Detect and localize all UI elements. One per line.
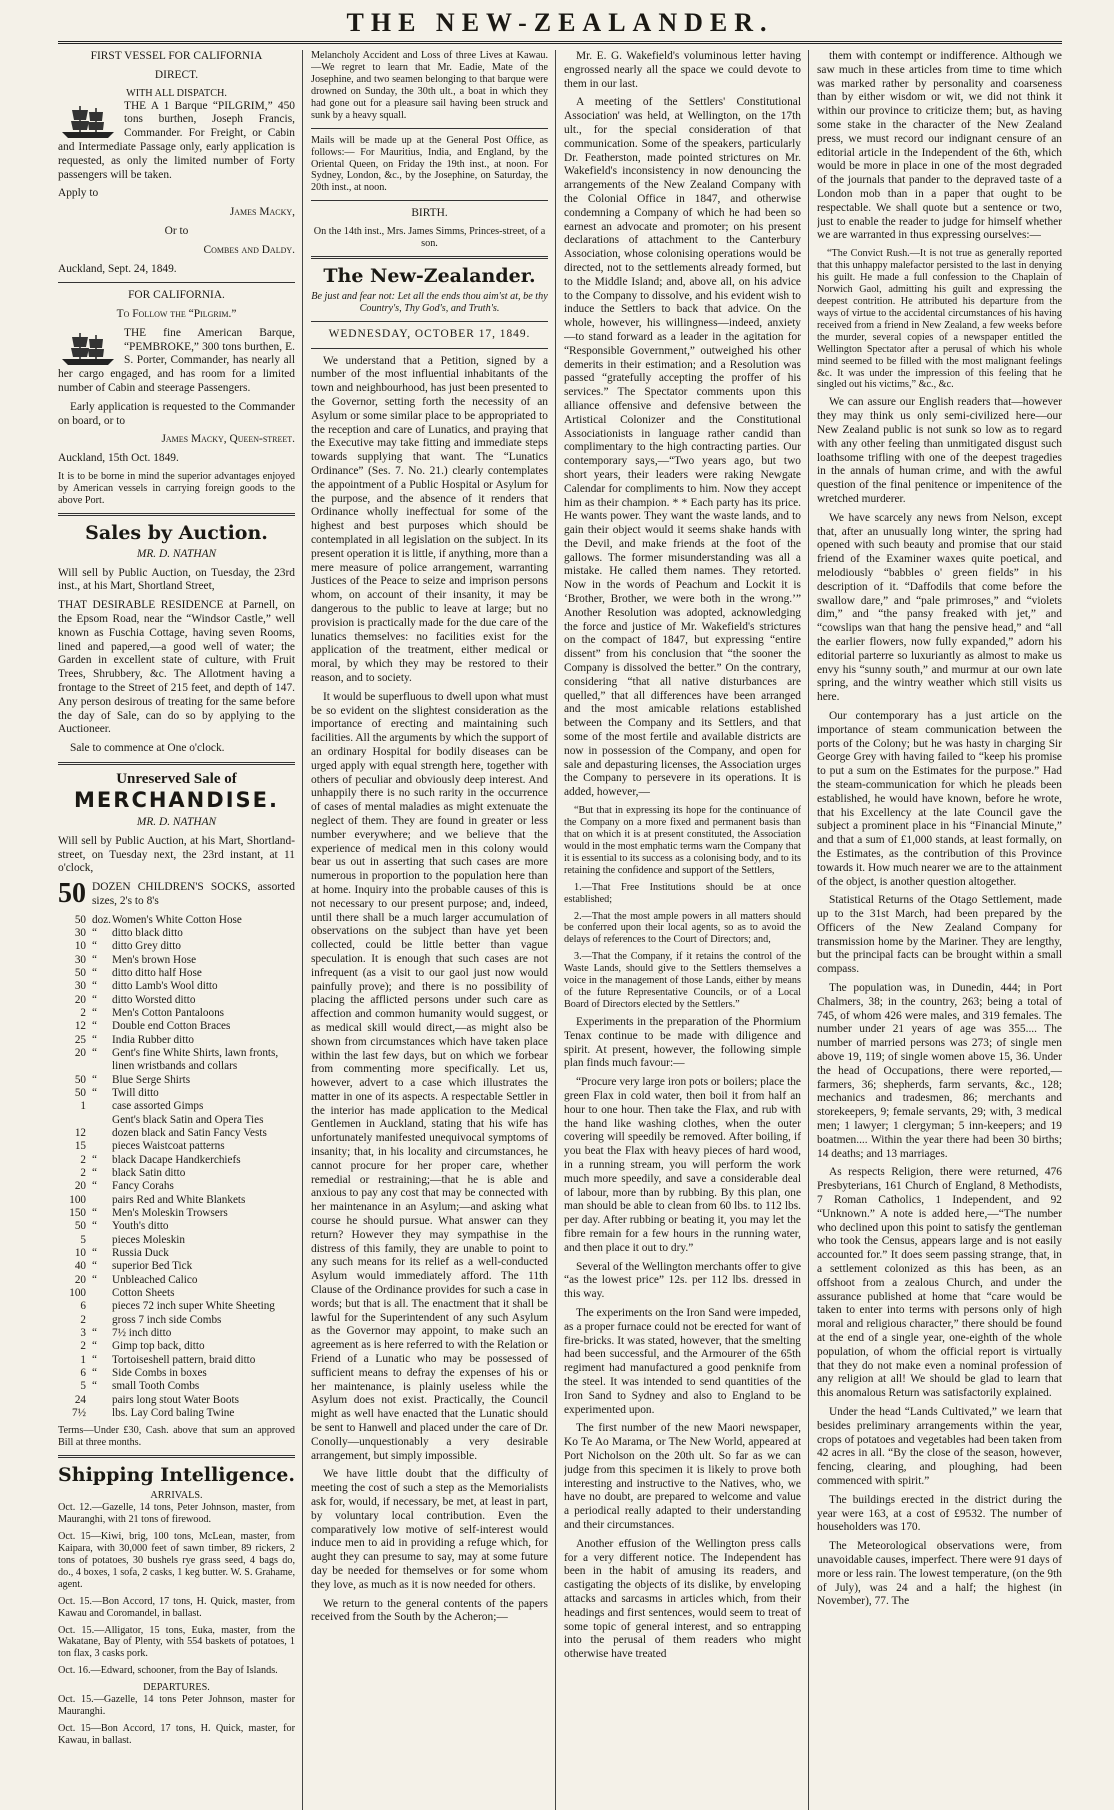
item-quantity: 30	[74, 953, 86, 966]
item-quantity: 50	[74, 1073, 86, 1086]
item-unit: “	[92, 1207, 97, 1220]
item-description: black Dacape Handkerchiefs	[112, 1153, 241, 1166]
merchandise-item	[58, 1007, 295, 1020]
merchandise-item	[58, 1100, 295, 1113]
editorial	[311, 355, 548, 1626]
item-unit	[92, 1194, 112, 1207]
item-quantity: 15	[74, 1140, 86, 1153]
item-unit: “	[92, 1007, 97, 1020]
item-description: Double end Cotton Braces	[112, 1020, 231, 1033]
merchandise-item	[58, 1087, 295, 1100]
auction-intro: Will sell by Public Auction, on Tuesday, the 23rd inst., at his Mart, Shortland Street,	[58, 566, 295, 593]
shipping-heading: Shipping Intelligence.	[58, 1464, 295, 1487]
item-quantity	[58, 1114, 92, 1127]
birth-heading: BIRTH.	[411, 207, 448, 220]
item-description: Gent's black Satin and Opera Ties	[112, 1113, 264, 1126]
article-paragraph: The buildings erected in the district during the year were 163, at a cost of £9532. The number of householders was 170.	[817, 1493, 1062, 1534]
quoted-paragraph: 1.—That Free Institutions should be at once established;	[564, 881, 801, 905]
item-description: Side Combs in boxes	[112, 1366, 207, 1379]
merchandise-item	[58, 1114, 295, 1127]
article-paragraph: It would be superfluous to dwell upon what must be so evident on the slightest consideration as the importance of erecting and maintaining such facilities. All the arguments by which the support of an ordinary Hospital for bodily diseases can be urged apply with equal strength here, together with others of peculiar and obviously deep interest. And unhappily there is no such rarity in the occurrence of cases of mental maladies as might extenuate the neglect of them. They are found in greater or less number everywhere; and we believe that the experience of medical men in this colony would bear us out in asserting that such cases are more numerous in proportion to the population here than at home. Inquiry into the probable causes of this is not necessary to our present purpose; and, indeed, until there shall be a much larger accumulation of observations on the subject than have yet been collected, could be little better than vague speculation. It is enough that such cases are not infrequent (as a visit to our gaol just now would painfully prove); and there is no possibility of placing the afflicted persons under such care as affection and common humanity would suggest, or as medical skill would direct,—as might also be shown from circumstances which have taken place within the last few days, but on which we forbear from commenting more specifically. Let us, however, advert to a case which illustrates the matter in one of its aspects. A respectable Settler in the interior has made application to the Medical Gentlemen in Auckland, stating that his wife has unfortunately manifested unequivocal symptoms of insanity; that, in his locality and circumstances, he cannot procure for her proper care, whether remedial or restraining;—that he is able and anxious to pay any cost that may be connected with her maintenance in an Asylum;—and asking what course he should pursue. What answer can they return? However they may sympathise in the distress of this family, they are unable to point to any such means for its relief as a well-conducted Asylum would immediately afford. The 11th Clause of the Ordinance provides for such a case in words; but that is all. The enactment that it shall be lawful for the Superintendent of any such Asylum as the Governor may appoint, to make such an agreement as is here referred to with the Relation or Friend of a Lunatic who may be possessed of sufficient means to defray the expenses of his or her maintenance, is plainly useless while the Asylum does not exist. Practically, the Council might as well have enacted that the Lunatic should be sent to Hanwell and placed under the care of Dr. Conolly—unquestionably a very desirable arrangement, but simply impossible.	[311, 690, 548, 1462]
item-unit: “	[92, 1380, 97, 1393]
arrival-entry: Oct. 12.—Gazelle, 14 tons, Peter Johnson, master, from Mauranghi, with 21 tons of firewood.	[58, 1502, 295, 1526]
wellington-news	[564, 50, 801, 800]
auctioneer-name: MR. D. NATHAN	[136, 547, 217, 560]
item-description: Cotton Sheets	[112, 1287, 175, 1299]
item-description: Blue Serge Shirts	[112, 1073, 191, 1086]
item-unit: “	[92, 1260, 97, 1273]
article-paragraph: Mr. E. G. Wakefield's voluminous letter having engrossed nearly all the space we could devote to them in our last.	[564, 50, 801, 90]
item-description: black Satin ditto	[112, 1167, 186, 1180]
ad-or: Or to	[164, 224, 189, 237]
divider	[311, 256, 548, 259]
article-paragraph: The Meteorological observations were, from unavoidable causes, imperfect. There were 91 days of more or less rain. The lowest temperature, (on the 9th of July), was 24 and a half; the highest (in November), 77. The	[817, 1540, 1062, 1608]
item-description: ditto Worsted ditto	[112, 993, 196, 1006]
auction-section-heading: Sales by Auction.	[85, 521, 268, 544]
article-paragraph: The population was, in Dunedin, 444; in Port Chalmers, 38; in the country, 263; being a total of 745, of whom 426 were males, and 319 females. The number under 21 years of age was 355.... The number of married persons was 273; of single men above 19, 119; of single women above 15, 36. Under the head of Occupations, there were reported,—farmers, 36; shepherds, farm servants, &c., 128; mechanics and tradesmen, 86; merchants and storekeepers, 9; female servants, 29; with, 3 medical men; 1 lawyer; 1 clergyman; 5 inn-keepers; and 19 boatmen.... Within the year there had been 30 births; 14 deaths; and 13 marriages.	[817, 982, 1062, 1160]
item-description: 7½ inch ditto	[112, 1326, 172, 1339]
merchandise-item	[58, 1034, 295, 1047]
convict-rush-quote: “The Convict Rush.—It is not true as generally reported that this unhappy malefactor persisted to the last in denying his guilt. He made a full confession to the Chaplain of Norwich Gaol, admitting his guilt and expressing the deepest contrition. He attributed his departure from the ways of virtue to the accidental circumstances of his having received from a friend in New Zealand, a few weeks before the murder, several copies of a newspaper entitled the Wellington Spectator after a perusal of which his whole mind seemed to be filled with the most malignant feelings &c. It was under the impression of this feeling that he singled out his victims,” &c., &c.	[817, 248, 1062, 391]
item-quantity: 40	[74, 1260, 86, 1273]
item-unit: “	[92, 1366, 97, 1379]
article-paragraph: Experiments in the preparation of the Phormium Tenax continue to be made with diligence and spirit. At present, however, the following simple plan finds much favour:—	[564, 1016, 801, 1070]
accident-notice: Melancholy Accident and Loss of three Lives at Kawau.—We regret to learn that Mr. Eadie, Mate of the Josephine, and two seamen belonging to that barque were drowned on Sunday, the 30th ult., a boat in which they had gone out for a pleasure sail having been struck and sunk by a heavy squall.	[311, 50, 548, 121]
merchandise-item	[58, 1167, 295, 1180]
item-quantity: 20	[74, 1273, 86, 1286]
merchandise-item	[58, 1260, 295, 1273]
merchandise-item	[58, 1180, 295, 1193]
sailing-ship-icon	[58, 102, 118, 140]
article-paragraph: The experiments on the Iron Sand were impeded, as a proper furnace could not be erected for want of fire-bricks. It was stated, however, that the smelting had been successful, and the Armourer of the 65th regiment had manufactured a good penknife from the steel. It was intended to send quantities of the Iron Sand to Sydney and also to England to be experimented upon.	[564, 1306, 801, 1416]
auctioneer-name-2: MR. D. NATHAN	[136, 816, 217, 829]
column-2	[311, 50, 556, 1810]
merchandise-item	[58, 1074, 295, 1087]
item-description: Unbleached Calico	[112, 1273, 198, 1286]
merchandise-terms: Terms—Under £30, Cash. above that sum an approved Bill at three months.	[58, 1425, 295, 1449]
merchandise-item	[58, 1354, 295, 1367]
article-paragraph: We understand that a Petition, signed by a number of the most influential inhabitants of the town and neighbourhood, has just been presented to the Governor, setting forth the necessity of an Asylum or some similar place to be appropriated to the reception and care of Lunatics, and praying that the Executive may take fitting and immediate steps towards supplying that want. The “Lunatics Ordinance” (Ses. 7. No. 21.) clearly contemplates the appointment of a Public Hospital or Asylum for the purpose, and the absence of it renders that Ordinance wholly ineffectual for some of the highest and best purposes which should be contemplated in all legislation on the subject. In its present operation it is little, if anything, more than a mere measure of police arrangement, warranting Justices of the Peace to seize and imprison persons whom, on account of their insanity, it may be dangerous to the public to leave at large; but no provision is practically made for the due care of the lunatics themselves: no facilities exist for the application of the treatment, either medical or moral, by which they may be restored to their reason, and to society.	[311, 354, 548, 684]
item-unit: “	[92, 1247, 97, 1260]
arrival-entry: Oct. 15.—Alligator, 15 tons, Euka, master, from the Wakatane, Bay of Plenty, with 554 baskets of potatoes, 1 ton flax, 3 casks pork.	[58, 1624, 295, 1660]
item-unit: “	[92, 980, 97, 993]
wellington-news-continued	[564, 1016, 801, 1662]
ad-pembroke-body: THE fine American Barque, “PEMBROKE,” 300 tons burthen, E. S. Porter, Commander, has nearly all her cargo engaged, and has room for a limited number of Cabin and steerage Passengers.	[58, 326, 295, 395]
columns	[58, 50, 1062, 1810]
article-paragraph: Several of the Wellington merchants offer to give “as the lowest price” 12s. per 112 lbs. dressed in this way.	[564, 1260, 801, 1301]
article-paragraph: Another effusion of the Wellington press calls for a very different notice. The Independent has been in the habit of amusing its readers, and castigating the objects of its dislike, by enveloping attacks and sarcasms in articles which, from their headings and first sentences, would seem to treat of some topic of general interest, and so entrapping into the perusal of them readers who might otherwise have treated	[564, 1537, 801, 1661]
birth-notice: On the 14th inst., Mrs. James Simms, Princes-street, of a son.	[313, 226, 546, 250]
merchandise-item	[58, 1207, 295, 1220]
motto: Be just and fear not: Let all the ends thou aim'st at, be thy Country's, Thy God's, and Truth's.	[311, 290, 548, 314]
item-description: Youth's ditto	[112, 1220, 169, 1233]
first-item-description: DOZEN CHILDREN'S SOCKS, assorted sizes, 2's to 8's	[92, 881, 295, 908]
divider	[311, 321, 548, 322]
departure-entry: Oct. 15.—Gazelle, 14 tons Peter Johnson, master for Mauranghi.	[58, 1694, 295, 1718]
item-unit: “	[92, 940, 97, 953]
column-1	[58, 50, 303, 1810]
item-unit	[92, 1114, 112, 1127]
article-paragraph: As respects Religion, there were returned, 476 Presbyterians, 161 Church of England, 8 Methodists, 7 Roman Catholics, 1 Independent, and 92 “Unknown.” A note is added here,—“The number who declined upon this point to satisfy the gentleman who took the Census, appears large and is not easily accounted for.” It does seem passing strange, that, in a settlement colonized as this has been, as an offshoot from a zealous Church, and under the assurance published at home that “care would be taken to enter into terms with persons only of high moral and religious character,” there should be found at the end of a single year, one-eighth of the whole population, of whom the official report is virtually that they do not make even a nominal profession of any religion at all! We should be glad to learn that this anomalous Return was satisfactorily explained.	[817, 1166, 1062, 1400]
item-description: Russia Duck	[112, 1247, 169, 1260]
item-description: pieces 72 inch super White Sheeting	[112, 1300, 275, 1313]
item-quantity: 2	[80, 1167, 86, 1180]
item-unit	[92, 1314, 112, 1327]
paper-title: The New-Zealander.	[323, 264, 536, 287]
nelson-otago-news	[817, 396, 1062, 1609]
item-description: ditto Lamb's Wool ditto	[112, 980, 218, 993]
merchandise-list	[58, 914, 295, 1420]
item-quantity: 30	[74, 927, 86, 940]
divider	[311, 200, 548, 201]
ad-2-note: It is to be borne in mind the superior advantages enjoyed by American vessels in carrying foreign goods to the above Port.	[58, 471, 295, 506]
item-quantity: 150	[69, 1207, 86, 1220]
departure-entry: Oct. 15—Bon Accord, 17 tons, H. Quick, master, for Kawau, in ballast.	[58, 1723, 295, 1747]
divider	[58, 513, 295, 516]
item-quantity: 1	[80, 1353, 86, 1366]
item-quantity: 25	[74, 1033, 86, 1046]
sailing-ship-icon	[58, 329, 118, 367]
item-unit: “	[92, 1167, 97, 1180]
merchandise-item	[58, 1274, 295, 1287]
ad-agent-2: Combes and Daldy.	[203, 243, 295, 256]
item-quantity: 1	[80, 1100, 86, 1113]
item-quantity: 5	[80, 1380, 86, 1393]
item-quantity: 20	[74, 1047, 86, 1060]
ad-dispatch: WITH ALL DISPATCH.	[126, 87, 227, 99]
item-quantity: 100	[69, 1193, 86, 1206]
item-unit	[92, 1234, 112, 1247]
arrival-entry: Oct. 16.—Edward, schooner, from the Bay of Islands.	[58, 1665, 278, 1677]
item-unit	[92, 1140, 112, 1153]
item-description: Women's White Cotton Hose	[112, 913, 242, 926]
item-unit	[92, 1127, 112, 1140]
article-paragraph: The first number of the new Maori newspaper, Ko Te Ao Marama, or The New World, appeared at Port Nicholson on the 20th ult. So far as we can judge from this specimen it is likely to prove both interesting and instructive to the Natives, who, we have no doubt, are prepared to welcome and value a periodical really adapted to their understanding and their circumstances.	[564, 1422, 801, 1531]
item-quantity: 24	[74, 1393, 86, 1406]
article-paragraph: them with contempt or indifference. Although we saw much in these articles from time to time which was marked rather by personality and coarseness than by either wisdom or wit, we did not think it within our province to criticize them; but, as having some stake in the character of the New Zealand press, we must record our indignant censure of an editorial article in the Independent of the 6th, which would be more in place in one of the most degraded of the journals that pander to the depraved taste of a London mob than in a paper that ought to be respectable. We shall quote but a sentence or two, just to enable the reader to judge for himself whether we are warranted in thus expressing ourselves:—	[817, 50, 1062, 242]
ad-2-follow: To Follow the “Pilgrim.”	[116, 308, 237, 321]
ad-date: Auckland, Sept. 24, 1849.	[58, 262, 177, 275]
item-description: small Tooth Combs	[112, 1380, 200, 1393]
item-unit: “	[92, 1087, 97, 1100]
divider	[58, 762, 295, 765]
item-description: pairs Red and White Blankets	[112, 1193, 246, 1206]
item-quantity: 2	[80, 1153, 86, 1166]
merchandise-item	[58, 980, 295, 993]
item-quantity: 50	[74, 1220, 86, 1233]
merchandise-intro: Will sell by Public Auction, at his Mart, Shortland-street, on Tuesday next, the 23rd instant, at 11 o'clock,	[58, 834, 295, 875]
auction-time: Sale to commence at One o'clock.	[70, 742, 225, 755]
press-commentary	[817, 50, 1062, 243]
item-quantity: 6	[80, 1300, 86, 1313]
item-unit: “	[92, 1340, 97, 1353]
arrivals-heading: ARRIVALS.	[150, 1490, 203, 1502]
merchandise-item	[58, 1154, 295, 1167]
item-quantity: 20	[74, 1180, 86, 1193]
item-quantity: 2	[80, 1340, 86, 1353]
merchandise-item	[58, 1394, 295, 1407]
item-unit: “	[92, 1073, 97, 1086]
item-description: Gent's fine White Shirts, lawn fronts, linen wristbands and collars	[112, 1047, 279, 1073]
item-description: lbs. Lay Cord baling Twine	[112, 1406, 235, 1419]
divider	[58, 1455, 295, 1458]
merchandise-item	[58, 1140, 295, 1153]
ad-2-heading: FOR CALIFORNIA.	[128, 289, 225, 302]
article-paragraph: We have scarcely any news from Nelson, except that, after an unusually long winter, the spring had opened with such beauty and promise that our staid friend of the Examiner waxes quite poetical, and melodiously “babbles o' green fields” in his description of it. “Daffodils that come before the swallow dare,” and “pale primroses,” and “violets dim,” and “the pansy freaked with jet,” and “cowslips wan that hang the pensive head,” and “all the earlier flowers, now fully expanded,” adorn his editorial parterre so luxuriantly as almost to make us envy his “sunny south,” and murmur at our own late spring, and the wintry weather which still visits us here.	[817, 511, 1062, 704]
article-paragraph: We can assure our English readers that—however they may think us only semi-civilized here—our New Zealand public is not sunk so low as to regard with any other feeling than unmitigated disgust such loathsome trifling with one of the deepest tragedies in the annals of human crime, and with the awful question of the final penitence or impenitence of the wretched murderer.	[817, 396, 1062, 505]
column-4	[817, 50, 1062, 1810]
item-description: gross 7 inch side Combs	[112, 1313, 222, 1326]
quoted-paragraph: 3.—That the Company, if it retains the control of the Waste Lands, should give to the Settlers themselves a voice in the management of those Lands, either by means of the future Representative Councils, or of a Local Board of Directors elected by the Settlers.”	[564, 951, 801, 1011]
ad-2-agent: James Macky, Queen-street.	[161, 433, 295, 446]
departures-list	[58, 1694, 295, 1747]
arrival-entry: Oct. 15—Kiwi, brig, 100 tons, McLean, master, from Kaipara, with 30,000 feet of sawn timber, 89 rickers, 2 tons of potatoes, 30 bushels rye grass seed, 4 bags do, do., 4 boxes, 1 sofa, 2 casks, 1 keg butter. W. S. Grahame, agent.	[58, 1530, 295, 1590]
item-unit: “	[92, 953, 97, 966]
item-quantity: 10	[74, 1247, 86, 1260]
issue-date: WEDNESDAY, OCTOBER 17, 1849.	[328, 327, 531, 340]
arrival-entry: Oct. 15.—Bon Accord, 17 tons, H. Quick, master, from Kawau and Coromandel, in ballast.	[58, 1595, 295, 1619]
divider	[311, 348, 548, 349]
item-description: Gimp top back, ditto	[112, 1340, 205, 1353]
article-paragraph: A meeting of the Settlers' Constitutional Association' was held, at Wellington, on the 17th ult., for the special consideration of that communication. Some of the speakers, particularly Dr. Featherston, made pointed strictures on Mr. Wakefield's inconsistency in now denouncing the arrangements of the New Zealand Company with the Colonial Office in 1847, and otherwise condemning a Company of which he had been so earnest an advocate and promoter; on his present declarations of attachment to the Canterbury Association, whose colonising operations would be directed, not to the settlements already formed, but to the Middle Island; and, above all, on his advice to the Company to dissolve, and his evident wish to induce the Settlers to back that advice. On the whole, however, his willingness—indeed, anxiety—to stand forward as a leader in the agitation for “Responsible Government,” outweighed his other demerits in their estimation; and a Resolution was passed “gratefully accepting the proffer of his services.” The Spectator comments upon this alliance offensive and defensive between the Artistical Colonizer and the Constitutional Associationists in language rather candid than complimentary to the high contracting parties. Our contemporary says,—“Two years ago, but two short years, their leaders were raking Newgate Calendar for compliments to him. Now they accept him as their champion. * * Each party has its price. He wants power. They want the waste lands, and to gain their object would it seems shake hands with the Devil, and make friends at the foot of the gallows. The former misunderstanding was all a mistake. He called them names. They retorted. Now in the words of Peachum and Lockit it is ‘Brother, Brother, we were both in the wrong.’” Another Resolution was adopted, acknowledging the force and justice of Mr. Wakefield's strictures on the compact of 1847, but expressing “entire dissent” from his conclusion that “the sooner the Company is dissolved the better.” On the contrary, considering “that all native disturbances are quelled,” that all differences have been arranged and the most amicable relations established between the Company and its Settlers, and that some of the most fertile and available districts are now in possession of the Company, and open for sale and depasturing licenses, the Association urges the Company to persevere in its operations. It is added, however,—	[564, 96, 801, 799]
merchandise-item	[58, 1020, 295, 1033]
article-paragraph: We have little doubt that the difficulty of meeting the cost of such a step as the Memorialists ask for, would, if necessary, be met, at least in part, by voluntary local contribution. Even the comparatively low motive of self-interest would induce men to aid in providing a refuge which, for aught they can presume to say, may at some future day be needed for themselves or for some whom they love, as much as it is now needed for others.	[311, 1468, 548, 1591]
ad-apply: Apply to	[58, 187, 99, 200]
item-unit: “	[92, 1353, 97, 1366]
article-paragraph: Our contemporary has a just article on the importance of steam communication between the ports of the Colony; but he was hasty in charging Sir George Grey with having failed to “keep his promise to put a sum on the Estimates for the purpose.” Had the steam-communication for which he pleads been established, he would have known, before he wrote, that his Excellency at the late Council gave the subject a prominent place in his “Financial Minute,” and that a sum of £1,000 stands, at least formally, on the Estimates, as the contribution of this Province towards it. How much nearer we are to the attainment of the object, is another question altogether.	[817, 709, 1062, 888]
merchandise-item	[58, 1127, 295, 1140]
column-3	[564, 50, 809, 1810]
merchandise-item	[58, 1234, 295, 1247]
item-description: case assorted Gimps	[112, 1100, 204, 1113]
masthead: THE NEW-ZEALANDER.	[58, 8, 1062, 44]
article-paragraph: Statistical Returns of the Otago Settlement, made up to the 31st March, had been prepared by the Officers of the New Zealand Company for transmission home by the Mariner. They are lengthy, but the principal facts can be brought within a small compass.	[817, 894, 1062, 976]
item-quantity: 12	[74, 1020, 86, 1033]
merchandise-item	[58, 914, 295, 927]
ad-california-subheading: DIRECT.	[154, 68, 199, 81]
item-quantity: 12	[74, 1127, 86, 1140]
divider	[311, 128, 548, 129]
item-unit: “	[92, 1180, 97, 1193]
item-unit: “	[92, 1153, 97, 1166]
item-unit: “	[92, 927, 97, 940]
arrivals-list	[58, 1502, 295, 1677]
departures-heading: DEPARTURES.	[143, 1682, 210, 1694]
item-description: India Rubber ditto	[112, 1033, 195, 1046]
item-quantity: 50	[74, 967, 86, 980]
merchandise-item	[58, 1220, 295, 1233]
item-description: pieces Waistcoat patterns	[112, 1140, 225, 1153]
item-unit	[92, 1100, 112, 1113]
item-unit: “	[92, 1033, 97, 1046]
association-resolution-quote	[564, 805, 801, 1011]
item-unit	[92, 1407, 112, 1420]
merchandise-item	[58, 1194, 295, 1207]
merchandise-item	[58, 1287, 295, 1300]
article-paragraph: We return to the general contents of the papers received from the South by the Acheron;—	[311, 1597, 548, 1624]
merchandise-heading-1: Unreserved Sale of	[116, 771, 237, 788]
merchandise-item	[58, 1047, 295, 1074]
merchandise-item	[58, 940, 295, 953]
item-quantity: 30	[74, 980, 86, 993]
item-description: superior Bed Tick	[112, 1260, 193, 1273]
merchandise-item	[58, 967, 295, 980]
item-description: pieces Moleskin	[112, 1233, 186, 1246]
divider	[58, 282, 295, 283]
item-unit: “	[92, 1326, 97, 1339]
item-unit: “	[92, 1020, 97, 1033]
item-quantity: 20	[74, 993, 86, 1006]
auction-residence-body: THAT DESIRABLE RESIDENCE at Parnell, on the Epsom Road, near the “Windsor Castle,” well known as Fuschia Cottage, having seven Rooms, lined and papered,—a good well of water; the Garden in excellent state of culture, with Fruit Trees, Shrubbery, &c. The Allotment having a frontage to the Street of 215 feet, and depth of 147. Any person desirous of treating for the same before the day of Sale, can do so by applying to the Auctioneer.	[58, 599, 295, 736]
ad-california-heading: FIRST VESSEL FOR CALIFORNIA	[90, 50, 263, 62]
item-description: dozen black and Satin Fancy Vests	[112, 1127, 267, 1140]
item-description: ditto ditto half Hose	[112, 967, 202, 980]
merchandise-item	[58, 1380, 295, 1393]
merchandise-item	[58, 927, 295, 940]
merchandise-item	[58, 1247, 295, 1260]
item-quantity: 5	[80, 1233, 86, 1246]
item-quantity: 50	[74, 1087, 86, 1100]
item-description: pairs long stout Water Boots	[112, 1393, 239, 1406]
item-unit: “	[92, 1047, 97, 1060]
merchandise-item	[58, 1327, 295, 1340]
item-unit: “	[92, 1220, 97, 1233]
ad-agent-1: James Macky,	[229, 206, 295, 219]
item-description: Men's brown Hose	[112, 953, 197, 966]
item-unit: doz.	[92, 913, 111, 926]
item-quantity: 7½	[72, 1406, 86, 1419]
item-quantity: 2	[80, 1007, 86, 1020]
item-quantity: 50	[74, 913, 86, 926]
first-item-quantity: 50	[58, 878, 86, 910]
item-description: Tortoiseshell pattern, braid ditto	[112, 1353, 256, 1366]
merchandise-first-item	[58, 878, 295, 910]
item-unit	[92, 1300, 112, 1313]
item-unit: “	[92, 967, 97, 980]
item-unit	[92, 1287, 112, 1300]
ad-pilgrim-body: THE A 1 Barque “PILGRIM,” 450 tons burthen, Joseph Francis, Commander. For Freight, or Cabin and Intermediate Passage only, early application is requested, as only the limited number of Forty passengers will be taken.	[58, 99, 295, 181]
item-description: ditto Grey ditto	[112, 940, 181, 953]
merchandise-item	[58, 1340, 295, 1353]
item-description: Fancy Corahs	[112, 1180, 174, 1193]
item-unit: “	[92, 1273, 97, 1286]
item-description: Men's Moleskin Trowsers	[112, 1207, 228, 1220]
item-quantity: 100	[69, 1287, 86, 1299]
mails-notice: Mails will be made up at the General Post Office, as follows:— For Mauritius, India, and England, by the Oriental Queen, on Friday the 19th inst., at noon. For Sydney, London, &c., by the Josephine, on Saturday, the 20th inst., at noon.	[311, 134, 548, 194]
article-paragraph: Under the head “Lands Cultivated,” we learn that besides preliminary arrangements within the year, crops of potatoes and vegetables had been taken from 42 acres in all. “By the close of the season, however, fencing, clearing, and ploughing, had been commenced with spirit.”	[817, 1405, 1062, 1487]
item-quantity: 3	[80, 1326, 86, 1339]
merchandise-item	[58, 1314, 295, 1327]
ad-2-apply: Early application is requested to the Commander on board, or to	[58, 400, 295, 427]
merchandise-item	[58, 1367, 295, 1380]
item-quantity: 10	[74, 940, 86, 953]
item-description: Twill ditto	[112, 1087, 159, 1100]
merchandise-item	[58, 954, 295, 967]
merchandise-item	[58, 1407, 295, 1420]
merchandise-item	[58, 994, 295, 1007]
item-description: ditto black ditto	[112, 927, 183, 940]
item-quantity: 6	[80, 1366, 86, 1379]
ad-2-date: Auckland, 15th Oct. 1849.	[58, 452, 179, 465]
quoted-paragraph: 2.—That the most ample powers in all matters should be conferred upon their local agents, so as to avoid the delays of references to the Court of Directors; and,	[564, 910, 801, 946]
merchandise-item	[58, 1300, 295, 1313]
merchandise-heading-2: MERCHANDISE.	[74, 788, 279, 813]
article-paragraph: “Procure very large iron pots or boilers; place the green Flax in cold water, then boil it from half an hour to one hour. Then take the Flax, and rub with the hand like washing clothes, when the outer covering will speedily be removed. After boiling, if you beat the Flax with heavy pieces of hard wood, in a running stream, you will perform the work much more speedily, and save a considerable deal of labour, more than by rubbing. By this plan, one man should be able to clean from 60 lbs. to 112 lbs. per day. After rubbing or beating it, you may let the fibre remain for a few hours in the running water, and then place it out to dry.”	[564, 1076, 801, 1254]
quoted-paragraph: “But that in expressing its hope for the continuance of the Company on a more fixed and permanent basis than that on which it is at present constituted, the Association would in the most emphatic terms warn the Company that it is essential to its success as a colonising body, and to its retaining the confidence and support of the Settlers,	[564, 805, 801, 876]
item-quantity: 2	[80, 1313, 86, 1326]
item-unit: “	[92, 993, 97, 1006]
item-unit	[92, 1394, 112, 1407]
item-description: Men's Cotton Pantaloons	[112, 1007, 225, 1020]
